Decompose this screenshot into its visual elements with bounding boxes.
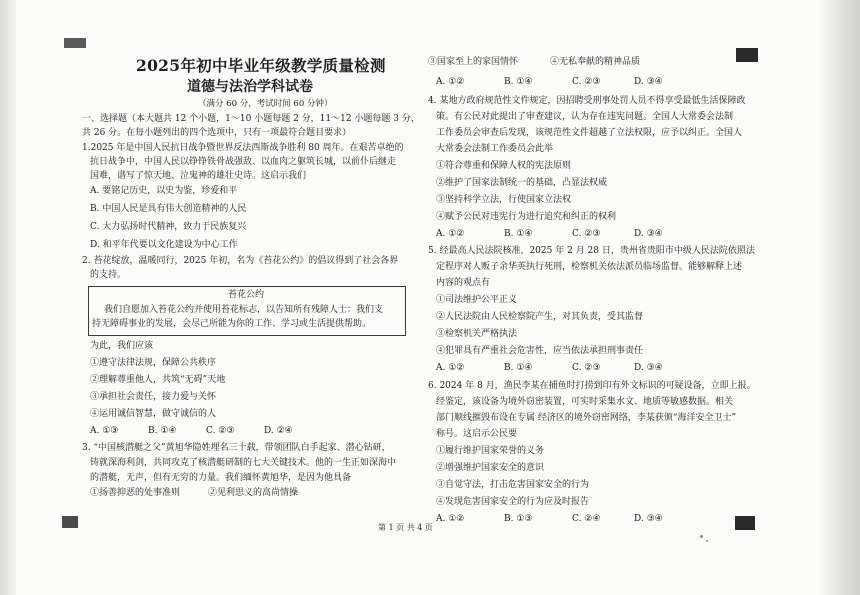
q1-stem-line: 抗日战争中，中国人民以铮铮铁骨战强敌、以血肉之躯筑长城，以前仆后继走 [90,157,397,167]
charter-line: 持无障碍事业的发展，会尽己所能为你的工作、学习或生活提供帮助。 [92,319,372,329]
answer-option: B. ①④ [504,363,533,373]
q6-item: ④发现危害国家安全的行为应及时报告 [436,497,590,507]
exam-meta: （满分 60 分，考试时间 60 分钟） [198,99,333,109]
answer-option: D. ③④ [634,77,663,87]
q4-stem-line: 4. 某地方政府规范性文件规定，因招聘受刑事处罚人员不得享受最低生活保障政 [428,96,746,106]
q2-item: ④运用诚信智慧，做守诚信的人 [90,409,217,419]
registration-mark-bottom-left [62,516,78,528]
q6-stem-line: 6. 2024 年 8 月，渔民李某在捕鱼时打捞到印有外文标识的可疑设备，立即上报。 [428,381,756,391]
q6-stem-line: 部门顺线摧毁布设在专属 经济区的境外窃密网络，李某获颁“海洋安全卫士” [436,413,737,423]
q4-item: ④赋予公民对违宪行为进行追究和纠正的权利 [436,212,617,222]
answer-option: A. ①③ [90,426,119,436]
exam-title: 2025年初中毕业年级教学质量检测 [136,56,386,75]
scan-speck [706,540,708,542]
q5-stem-line: 内容的观点有 [436,278,491,288]
q2-answers [90,425,293,437]
q1-option: D. 和平年代要以文化建设为中心工作 [90,240,238,250]
answer-option: C. ②③ [572,363,601,373]
section-heading-line1: 一、选择题（本大题共 12 个小题，1～10 小题每题 2 分，11～12 小题每题 3 分， [82,114,420,124]
q3-items-row [428,56,640,68]
scan-edge-shadow-left [0,0,16,595]
q2-item: ③承担社会责任，接力爱与关怀 [90,392,217,402]
registration-mark-top-right [736,48,758,62]
q2-stem-line: 2. 苔花绽放，温暖同行，2025 年初，名为《苔花公约》的倡议得到了社会各界 [82,256,399,266]
q3-stem-line: 3. “中国核潜艇之父”黄旭华隐姓埋名三十载，带领团队白手起家、潜心钻研， [82,443,391,453]
answer-option: A. ①② [436,229,465,239]
q5-item: ②人民法院由人民检察院产生，对其负责，受其监督 [436,312,644,322]
q6-item: ①履行维护国家荣誉的义务 [436,446,545,456]
q5-stem-line: 定程序对人贩子余华英执行死刑，检察机关依法派员临场监督。能够解释上述 [436,262,743,272]
q3-answers [436,76,663,88]
charter-line: 我们自愿加入苔花公约并使用苔花标志，以告知所有残障人士：我们支 [104,305,384,315]
q1-stem-line: 1.2025 年是中国人民抗日战争暨世界反法西斯战争胜利 80 周年。在艰苦卓绝的 [82,143,404,153]
q4-item: ③坚持科学立法，行使国家立法权 [436,195,572,205]
q1-option: C. 大力弘扬时代精神，致力于民族复兴 [90,222,247,232]
page-number: 第 1 页 共 4 页 [378,523,433,532]
answer-option: D. ③④ [634,229,663,239]
registration-mark-bottom-right [735,516,755,530]
q5-item: ③检察机关严格执法 [436,329,518,339]
q3-item: ①扬善抑恶的处事准则 [90,488,181,498]
section-heading-line2: 共 26 分。在每小题列出的四个选项中，只有一项最符合题目要求） [82,128,352,138]
scan-speck [700,535,703,538]
registration-mark-top-left [64,38,86,48]
answer-option: C. ②③ [206,426,235,436]
q5-answers [436,362,663,374]
answer-option: C. ②④ [572,514,601,524]
q2-stem-line: 的支持。 [90,270,127,280]
exam-subject: 道德与法治学科试卷 [187,79,313,95]
q4-answers [436,228,663,240]
q1-option: A. 要铭记历史，以史为鉴，珍爱和平 [90,186,238,196]
q3-stem-line: 铸就深海利剑，共同攻克了核潜艇研制的七大关键技术。他的一生正如深海中 [90,458,397,468]
q3-item: ③国家至上的家国情怀 [428,57,519,67]
answer-option: C. ②③ [572,77,601,87]
q3-item: ②见利思义的高尚情操 [208,488,299,498]
answer-option: B. ①④ [504,77,533,87]
answer-option: A. ①② [436,514,465,524]
q5-item: ①司法维护公平正义 [436,295,518,305]
q4-stem-line: 大常委会法制工作委员会此举 [436,144,554,154]
q6-answers [436,513,663,525]
q6-item: ③自觉守法，打击危害国家安全的行为 [436,480,590,490]
scan-edge-shadow-right [820,0,860,595]
q6-stem-line: 经鉴定，该设备为境外窃密装置，可实时采集水文、地质等敏感数据。相关 [436,397,734,407]
answer-option: D. ③④ [634,363,663,373]
q4-item: ②维护了国家法制统一的基础，凸显法权威 [436,178,608,188]
q6-stem-line: 称号。这启示公民要 [436,429,518,439]
q5-stem-line: 5. 经最高人民法院核准，2025 年 2 月 28 日，贵州省贵阳市中级人民法院依照法 [428,246,755,256]
answer-option: B. ①③ [504,514,533,524]
q3-items-row [90,487,298,499]
q3-item: ④无私奉献的精神品质 [550,57,641,67]
q4-item: ①符合尊重和保障人权的宪法原则 [436,161,572,171]
q1-option: B. 中国人民是具有伟大创造精神的人民 [90,204,247,214]
q2-item: ②理解尊重他人，共筑“无碍”天地 [90,375,226,385]
q5-item: ④犯罪具有严重社会危害性，应当依法承担刑事责任 [436,346,644,356]
answer-option: A. ①② [436,77,465,87]
answer-option: B. ①④ [148,426,177,436]
charter-title: 苔花公约 [227,290,264,300]
answer-option: D. ③④ [634,514,663,524]
q4-stem-line: 策。有公民对此提出了审查建议，认为存在违宪问题。全国人大常委会法制 [436,112,734,122]
answer-option: A. ①② [436,363,465,373]
answer-option: B. ①④ [504,229,533,239]
answer-option: C. ②③ [572,229,601,239]
q6-item: ②增强维护国家安全的意识 [436,463,545,473]
q3-stem-line: 的潜艇，无声，但有无穷的力量。我们缅怀黄旭华，是因为他具备 [90,473,352,483]
answer-option: D. ②④ [264,426,293,436]
q2-item: ①遵守法律法规，保障公共秩序 [90,358,217,368]
q2-lead: 为此，我们应该 [90,341,154,351]
q1-stem-line: 国难，谱写了惊天地、泣鬼神的雄壮史诗。这启示我们 [90,171,307,181]
q4-stem-line: 工作委员会审查后发现，该规范性文件超越了立法权限，应予以纠正。全国人 [436,128,743,138]
